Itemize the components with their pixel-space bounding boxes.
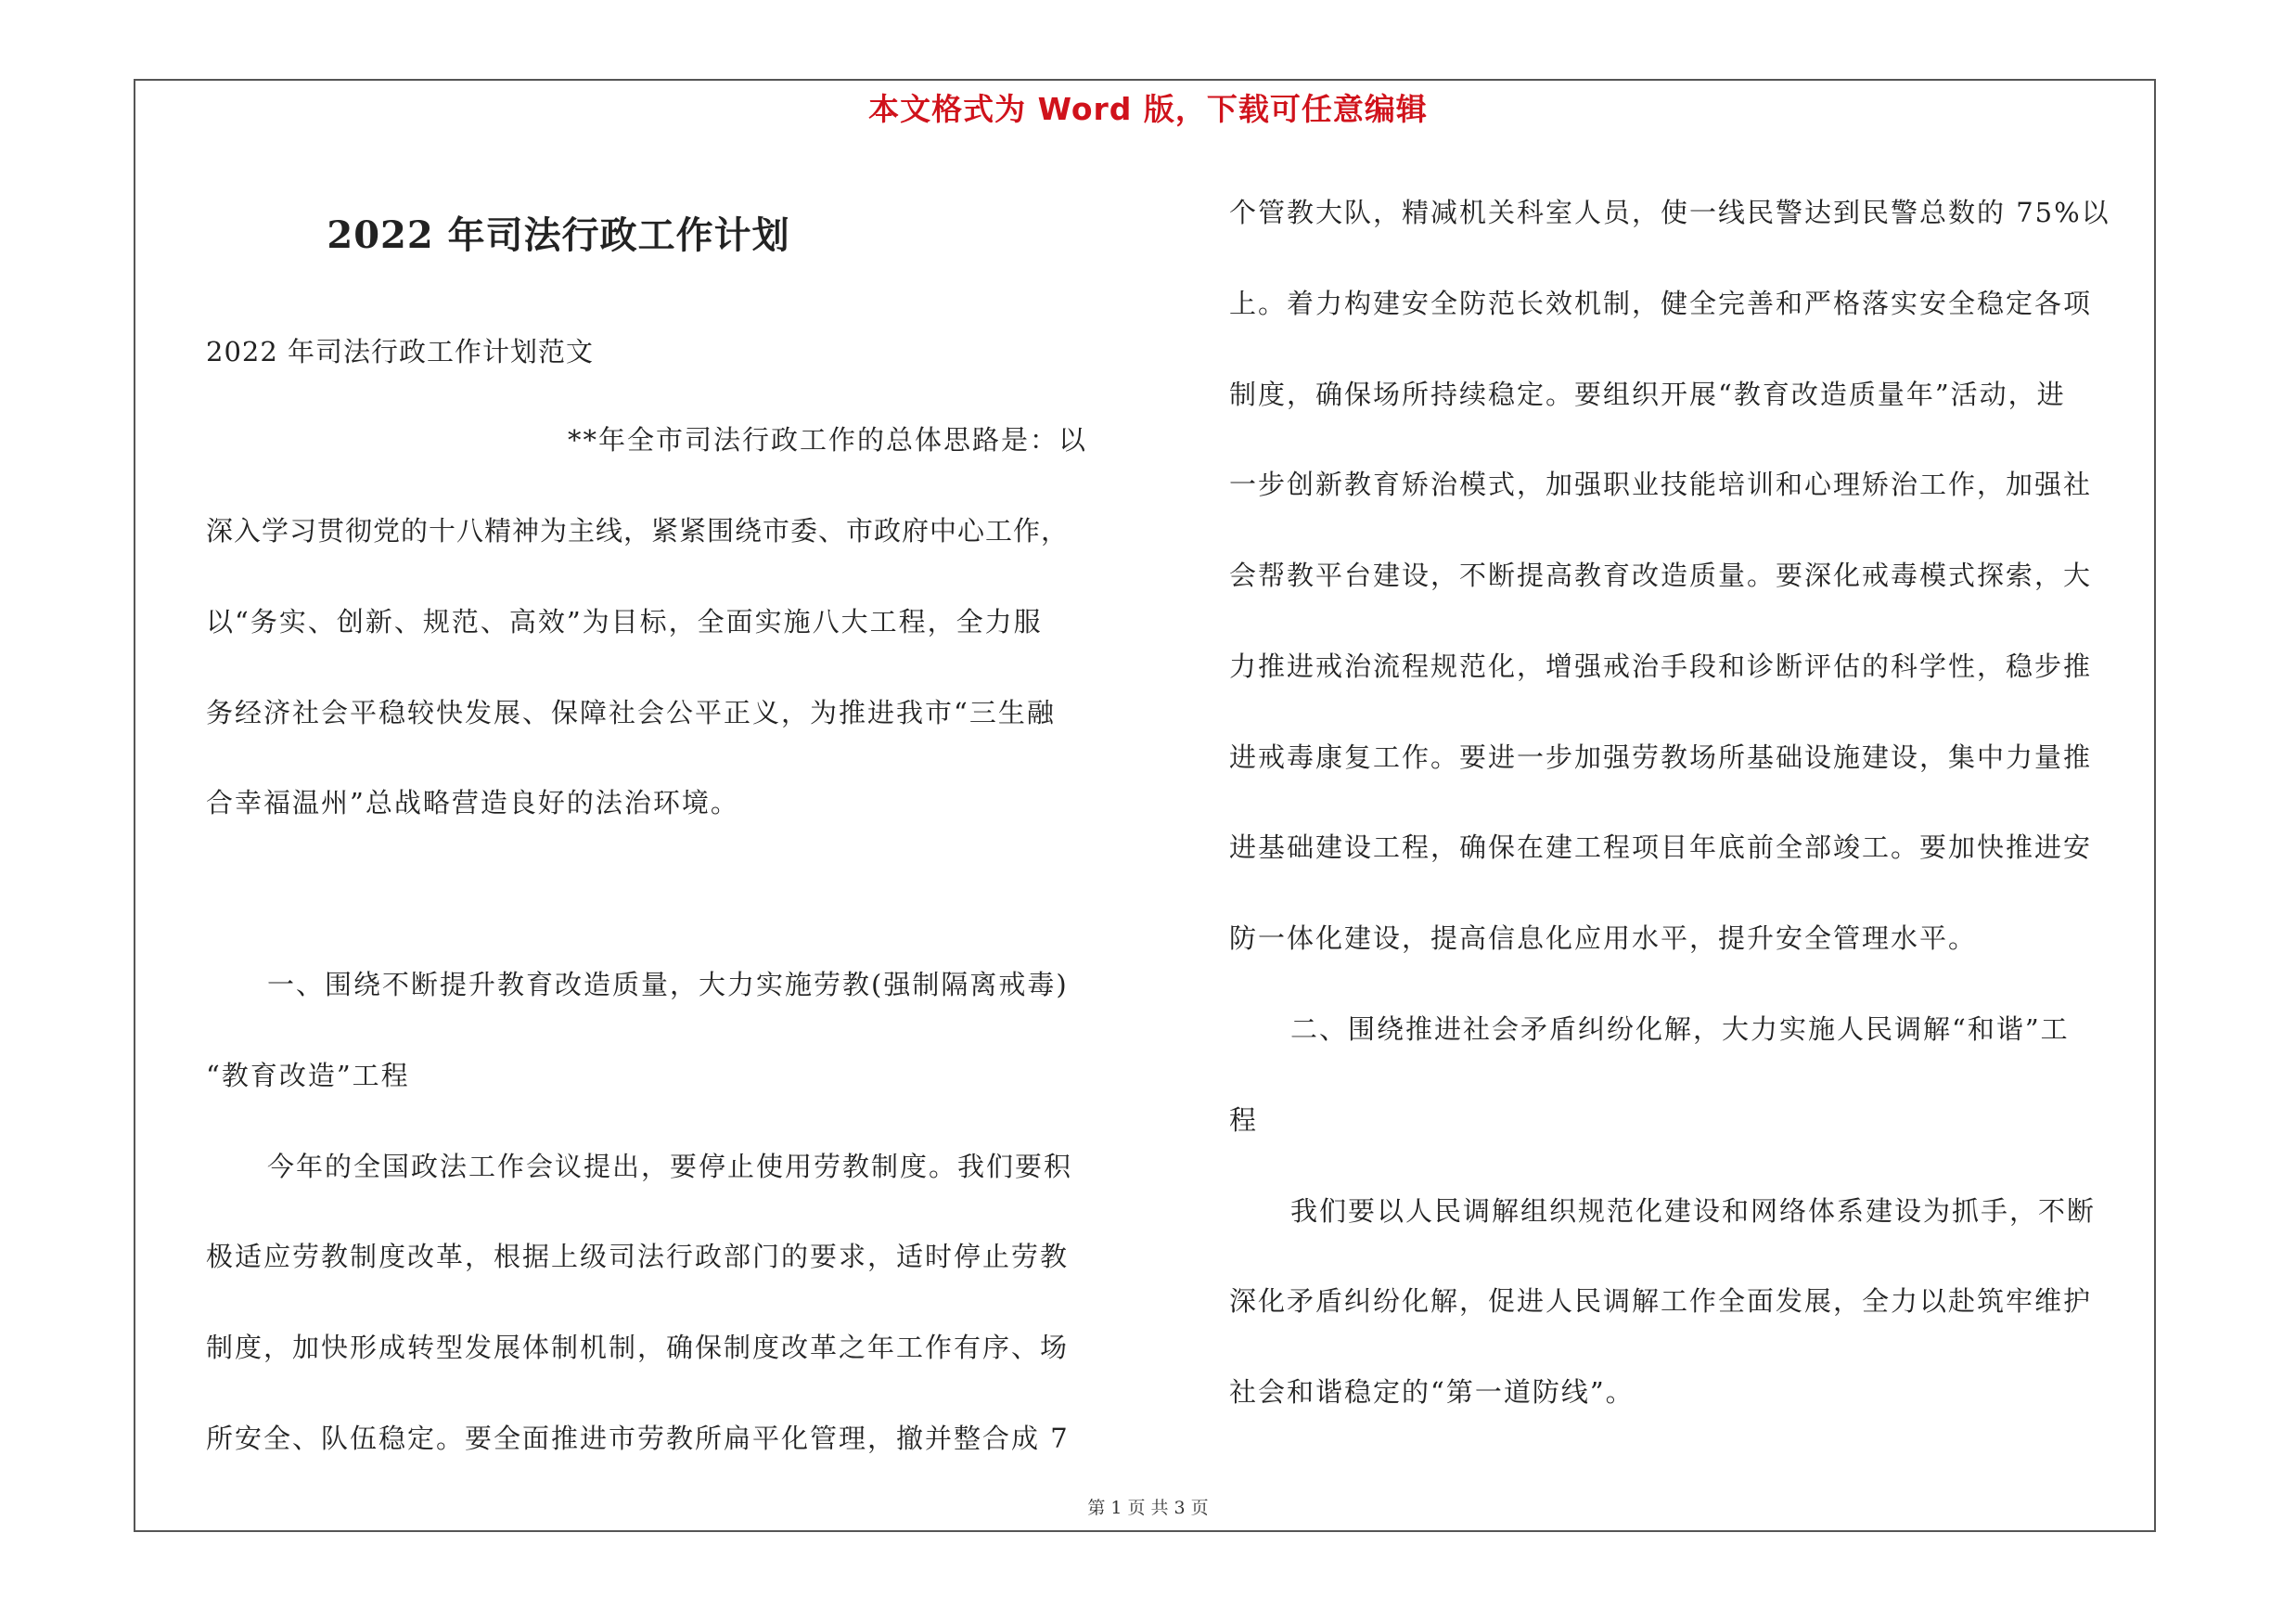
- section-heading-line: 二、围绕推进社会矛盾纠纷化解，大力实施人民调解“和谐”工: [1290, 1013, 2070, 1045]
- paragraph-line: 深入学习贯彻党的十八精神为主线，紧紧围绕市委、市政府中心工作，: [206, 515, 1070, 547]
- paragraph-line: 进戒毒康复工作。要进一步加强劳教场所基础设施建设，集中力量推: [1229, 741, 2093, 773]
- word-format-banner: 本文格式为 Word 版，下载可任意编辑: [868, 91, 1428, 127]
- paragraph-line: 力推进戒治流程规范化，增强戒治手段和诊断评估的科学性，稳步推: [1229, 650, 2093, 682]
- paragraph-line: 社会和谐稳定的“第一道防线”。: [1229, 1376, 1635, 1408]
- section-heading-line: 程: [1229, 1104, 1259, 1136]
- paragraph-line: 制度，确保场所持续稳定。要组织开展“教育改造质量年”活动，进: [1229, 379, 2066, 410]
- paragraph-line: 会帮教平台建设，不断提高教育改造质量。要深化戒毒模式探索，大: [1229, 560, 2093, 591]
- paragraph-line: 一步创新教育矫治模式，加强职业技能培训和心理矫治工作，加强社: [1229, 469, 2093, 500]
- paragraph-line: 务经济社会平稳较快发展、保障社会公平正义，为推进我市“三生融: [206, 697, 1056, 728]
- paragraph-line: 合幸福温州”总战略营造良好的法治环境。: [206, 787, 739, 818]
- paragraph-line: 今年的全国政法工作会议提出，要停止使用劳教制度。我们要积: [267, 1151, 1073, 1182]
- paragraph-line: 我们要以人民调解组织规范化建设和网络体系建设为抓手，不断: [1290, 1195, 2097, 1227]
- section-heading-line: 一、围绕不断提升教育改造质量，大力实施劳教(强制隔离戒毒): [267, 969, 1069, 1000]
- page-number-footer: 第 1 页 共 3 页: [1087, 1498, 1209, 1518]
- paragraph-line: 所安全、队伍稳定。要全面推进市劳教所扁平化管理，撤并整合成 7: [206, 1423, 1070, 1454]
- paragraph-line: 防一体化建设，提高信息化应用水平，提升安全管理水平。: [1229, 922, 1978, 954]
- paragraph-line: 极适应劳教制度改革，根据上级司法行政部门的要求，适时停止劳教: [206, 1241, 1070, 1272]
- paragraph-line: 以“务实、创新、规范、高效”为目标，全面实施八大工程，全力服: [206, 606, 1043, 638]
- subtitle-line: 2022 年司法行政工作计划范文: [206, 336, 595, 367]
- section-heading-line: “教育改造”工程: [206, 1060, 410, 1091]
- paragraph-line: 进基础建设工程，确保在建工程项目年底前全部竣工。要加快推进安: [1229, 831, 2093, 863]
- paragraph-line: 个管教大队，精减机关科室人员，使一线民警达到民警总数的 75%以: [1229, 197, 2110, 228]
- paragraph-line: 制度，加快形成转型发展体制机制，确保制度改革之年工作有序、场: [206, 1332, 1070, 1363]
- paragraph-line: **年全市司法行政工作的总体思路是：以: [568, 424, 1088, 456]
- paragraph-line: 深化矛盾纠纷化解，促进人民调解工作全面发展，全力以赴筑牢维护: [1229, 1285, 2093, 1317]
- document-title: 2022 年司法行政工作计划: [327, 213, 790, 257]
- paragraph-line: 上。着力构建安全防范长效机制，健全完善和严格落实安全稳定各项: [1229, 288, 2093, 319]
